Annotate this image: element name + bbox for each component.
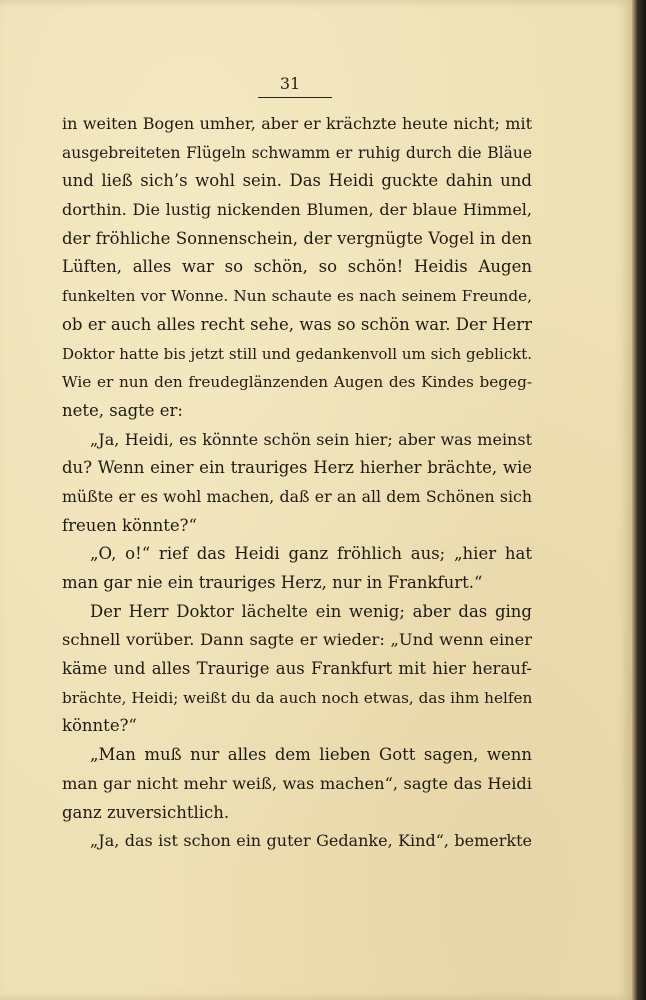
header-rule — [258, 97, 332, 98]
body-text — [62, 110, 532, 856]
text-line: Doktor hatte bis jetzt still und gedankenvoll um sich geblickt. — [62, 344, 532, 363]
text-line: du? Wenn einer ein trauriges Herz hierher brächte, wie — [62, 458, 532, 478]
text-line: und ließ sich’s wohl sein. Das Heidi guckte dahin und — [62, 171, 532, 191]
text-line: müßte er es wohl machen, daß er an all dem Schönen sich — [62, 486, 532, 506]
text-line: in weiten Bogen umher, aber er krächzte heute nicht; mit — [62, 114, 532, 133]
text-line: „Ja, das ist schon ein guter Gedanke, Kind“, bemerkte — [90, 831, 532, 851]
text-line: ganz zuversichtlich. — [62, 802, 230, 822]
page-edge — [632, 0, 646, 1000]
text-line: käme und alles Traurige aus Frankfurt mit hier herauf- — [62, 659, 532, 679]
text-line: Wie er nun den freudeglänzenden Augen des Kindes begeg- — [62, 373, 532, 392]
text-line: „Man muß nur alles dem lieben Gott sagen, wenn — [90, 745, 532, 765]
text-line: könnte?“ — [62, 716, 137, 736]
page-number: 31 — [279, 74, 301, 93]
text-line: funkelten vor Wonne. Nun schaute es nach seinem Freunde, — [62, 287, 532, 306]
text-line: ausgebreiteten Flügeln schwamm er ruhig durch die Bläue — [62, 143, 532, 162]
text-line: „Ja, Heidi, es könnte schön sein hier; aber was meinst — [90, 429, 532, 449]
text-line: man gar nie ein trauriges Herz, nur in Frankfurt.“ — [62, 573, 483, 592]
text-line: nete, sagte er: — [62, 400, 183, 420]
text-line: ob er auch alles recht sehe, was so schön war. Der Herr — [62, 314, 532, 334]
text-line: man gar nicht mehr weiß, was machen“, sagte das Heidi — [62, 773, 532, 793]
text-line: schnell vorüber. Dann sagte er wieder: „Und wenn einer — [62, 630, 532, 650]
text-line: „O, o!“ rief das Heidi ganz fröhlich aus; „hier hat — [90, 544, 532, 564]
text-line: Lüften, alles war so schön, so schön! Heidis Augen — [62, 257, 532, 277]
text-line: der fröhliche Sonnenschein, der vergnügte Vogel in den — [62, 228, 532, 248]
text-line: brächte, Heidi; weißt du da auch noch etwas, das ihm helfen — [62, 688, 533, 707]
text-line: Der Herr Doktor lächelte ein wenig; aber das ging — [90, 601, 532, 621]
text-line: dorthin. Die lustig nickenden Blumen, der blaue Himmel, — [62, 200, 532, 220]
text-line: freuen könnte?“ — [62, 515, 197, 535]
